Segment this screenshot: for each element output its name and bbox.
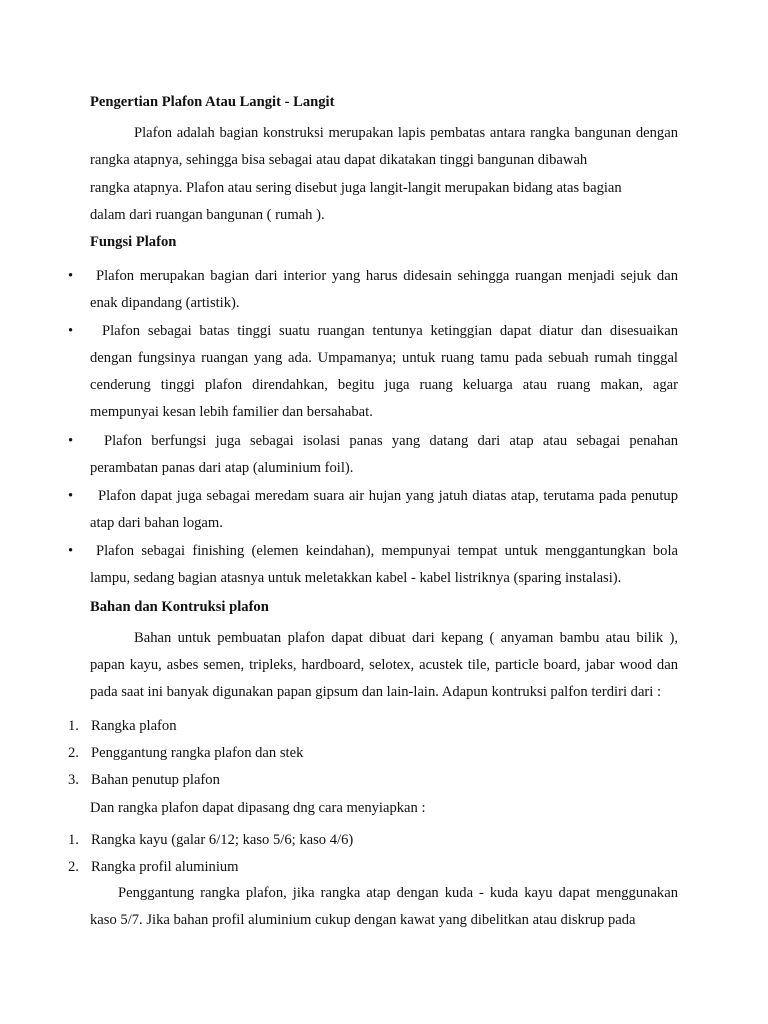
- list-item-text: Bahan penutup plafon: [91, 772, 220, 788]
- fungsi-heading: Fungsi Plafon: [90, 234, 177, 250]
- list-number: 2.: [68, 859, 79, 875]
- fungsi-item-text: Plafon sebagai finishing (elemen keindahan), mempunyai tempat untuk menggantungkan bola lampu, sedang bagian atasnya untuk meletakkan kabel - kabel listriknya (sparing instalasi).: [90, 543, 678, 586]
- fungsi-item-text: Plafon dapat juga sebagai meredam suara air hujan yang jatuh diatas atap, terutama pada penutup atap dari bahan logam.: [90, 488, 678, 531]
- list-item-text: Rangka plafon: [91, 718, 177, 734]
- fungsi-item-text: Plafon merupakan bagian dari interior yang harus didesain sehingga ruangan menjadi sejuk dan enak dipandang (artistik).: [90, 268, 678, 311]
- bullet-icon: •: [68, 323, 74, 339]
- page-title: Pengertian Plafon Atau Langit - Langit: [90, 94, 335, 110]
- list-number: 2.: [68, 745, 79, 761]
- bahan-paragraph: Bahan untuk pembuatan plafon dapat dibuat dari kepang ( anyaman bambu atau bilik ), papan kayu, asbes semen, tripleks, hardboard, selotex, acustek tile, particle board, jabar wood dan pada saat ini banyak digunakan papan gipsum dan lain-lain. Adapun kontruksi palfon terdiri dari :: [90, 630, 678, 700]
- fungsi-item-text: Plafon berfungsi juga sebagai isolasi panas yang datang dari atap atau sebagai penahan perambatan panas dari atap (aluminium foil).: [90, 433, 678, 476]
- list-number: 1.: [68, 832, 79, 848]
- intro-line-2: rangka atapnya. Plafon atau sering disebut juga langit-langit merupakan bidang atas bagian: [90, 180, 622, 196]
- list-number: 1.: [68, 718, 79, 734]
- intro-paragraph: Plafon adalah bagian konstruksi merupakan lapis pembatas antara rangka bangunan dengan rangka atapnya, sehingga bisa sebagai atau dapat dikatakan tinggi bangunan dibawah: [90, 125, 678, 168]
- bullet-icon: •: [68, 433, 74, 449]
- bullet-icon: •: [68, 543, 74, 559]
- intro-line-3: dalam dari ruangan bangunan ( rumah ).: [90, 207, 325, 223]
- fungsi-item-text: Plafon sebagai batas tinggi suatu ruangan tentunya ketinggian dapat diatur dan disesuaikan dengan fungsinya ruangan yang ada. Umpamanya; untuk ruang tamu pada sebuah rumah tinggal cenderung tinggi plafon direndahkan, begitu juga ruang keluarga atau ruang makan, agar mempunyai kesan lebih familier dan bersahabat.: [90, 323, 678, 420]
- list2-intro: Dan rangka plafon dapat dipasang dng cara menyiapkan :: [90, 800, 426, 816]
- list-item-text: Penggantung rangka plafon dan stek: [91, 745, 304, 761]
- bahan-heading: Bahan dan Kontruksi plafon: [90, 599, 269, 615]
- list-item-text: Rangka kayu (galar 6/12; kaso 5/6; kaso 4/6): [91, 832, 354, 848]
- closing-paragraph: Penggantung rangka plafon, jika rangka atap dengan kuda - kuda kayu dapat menggunakan kaso 5/7. Jika bahan profil aluminium cukup dengan kawat yang dibelitkan atau diskrup pada: [90, 885, 678, 928]
- bullet-icon: •: [68, 268, 74, 284]
- list-item-text: Rangka profil aluminium: [91, 859, 239, 875]
- bullet-icon: •: [68, 488, 74, 504]
- list-number: 3.: [68, 772, 79, 788]
